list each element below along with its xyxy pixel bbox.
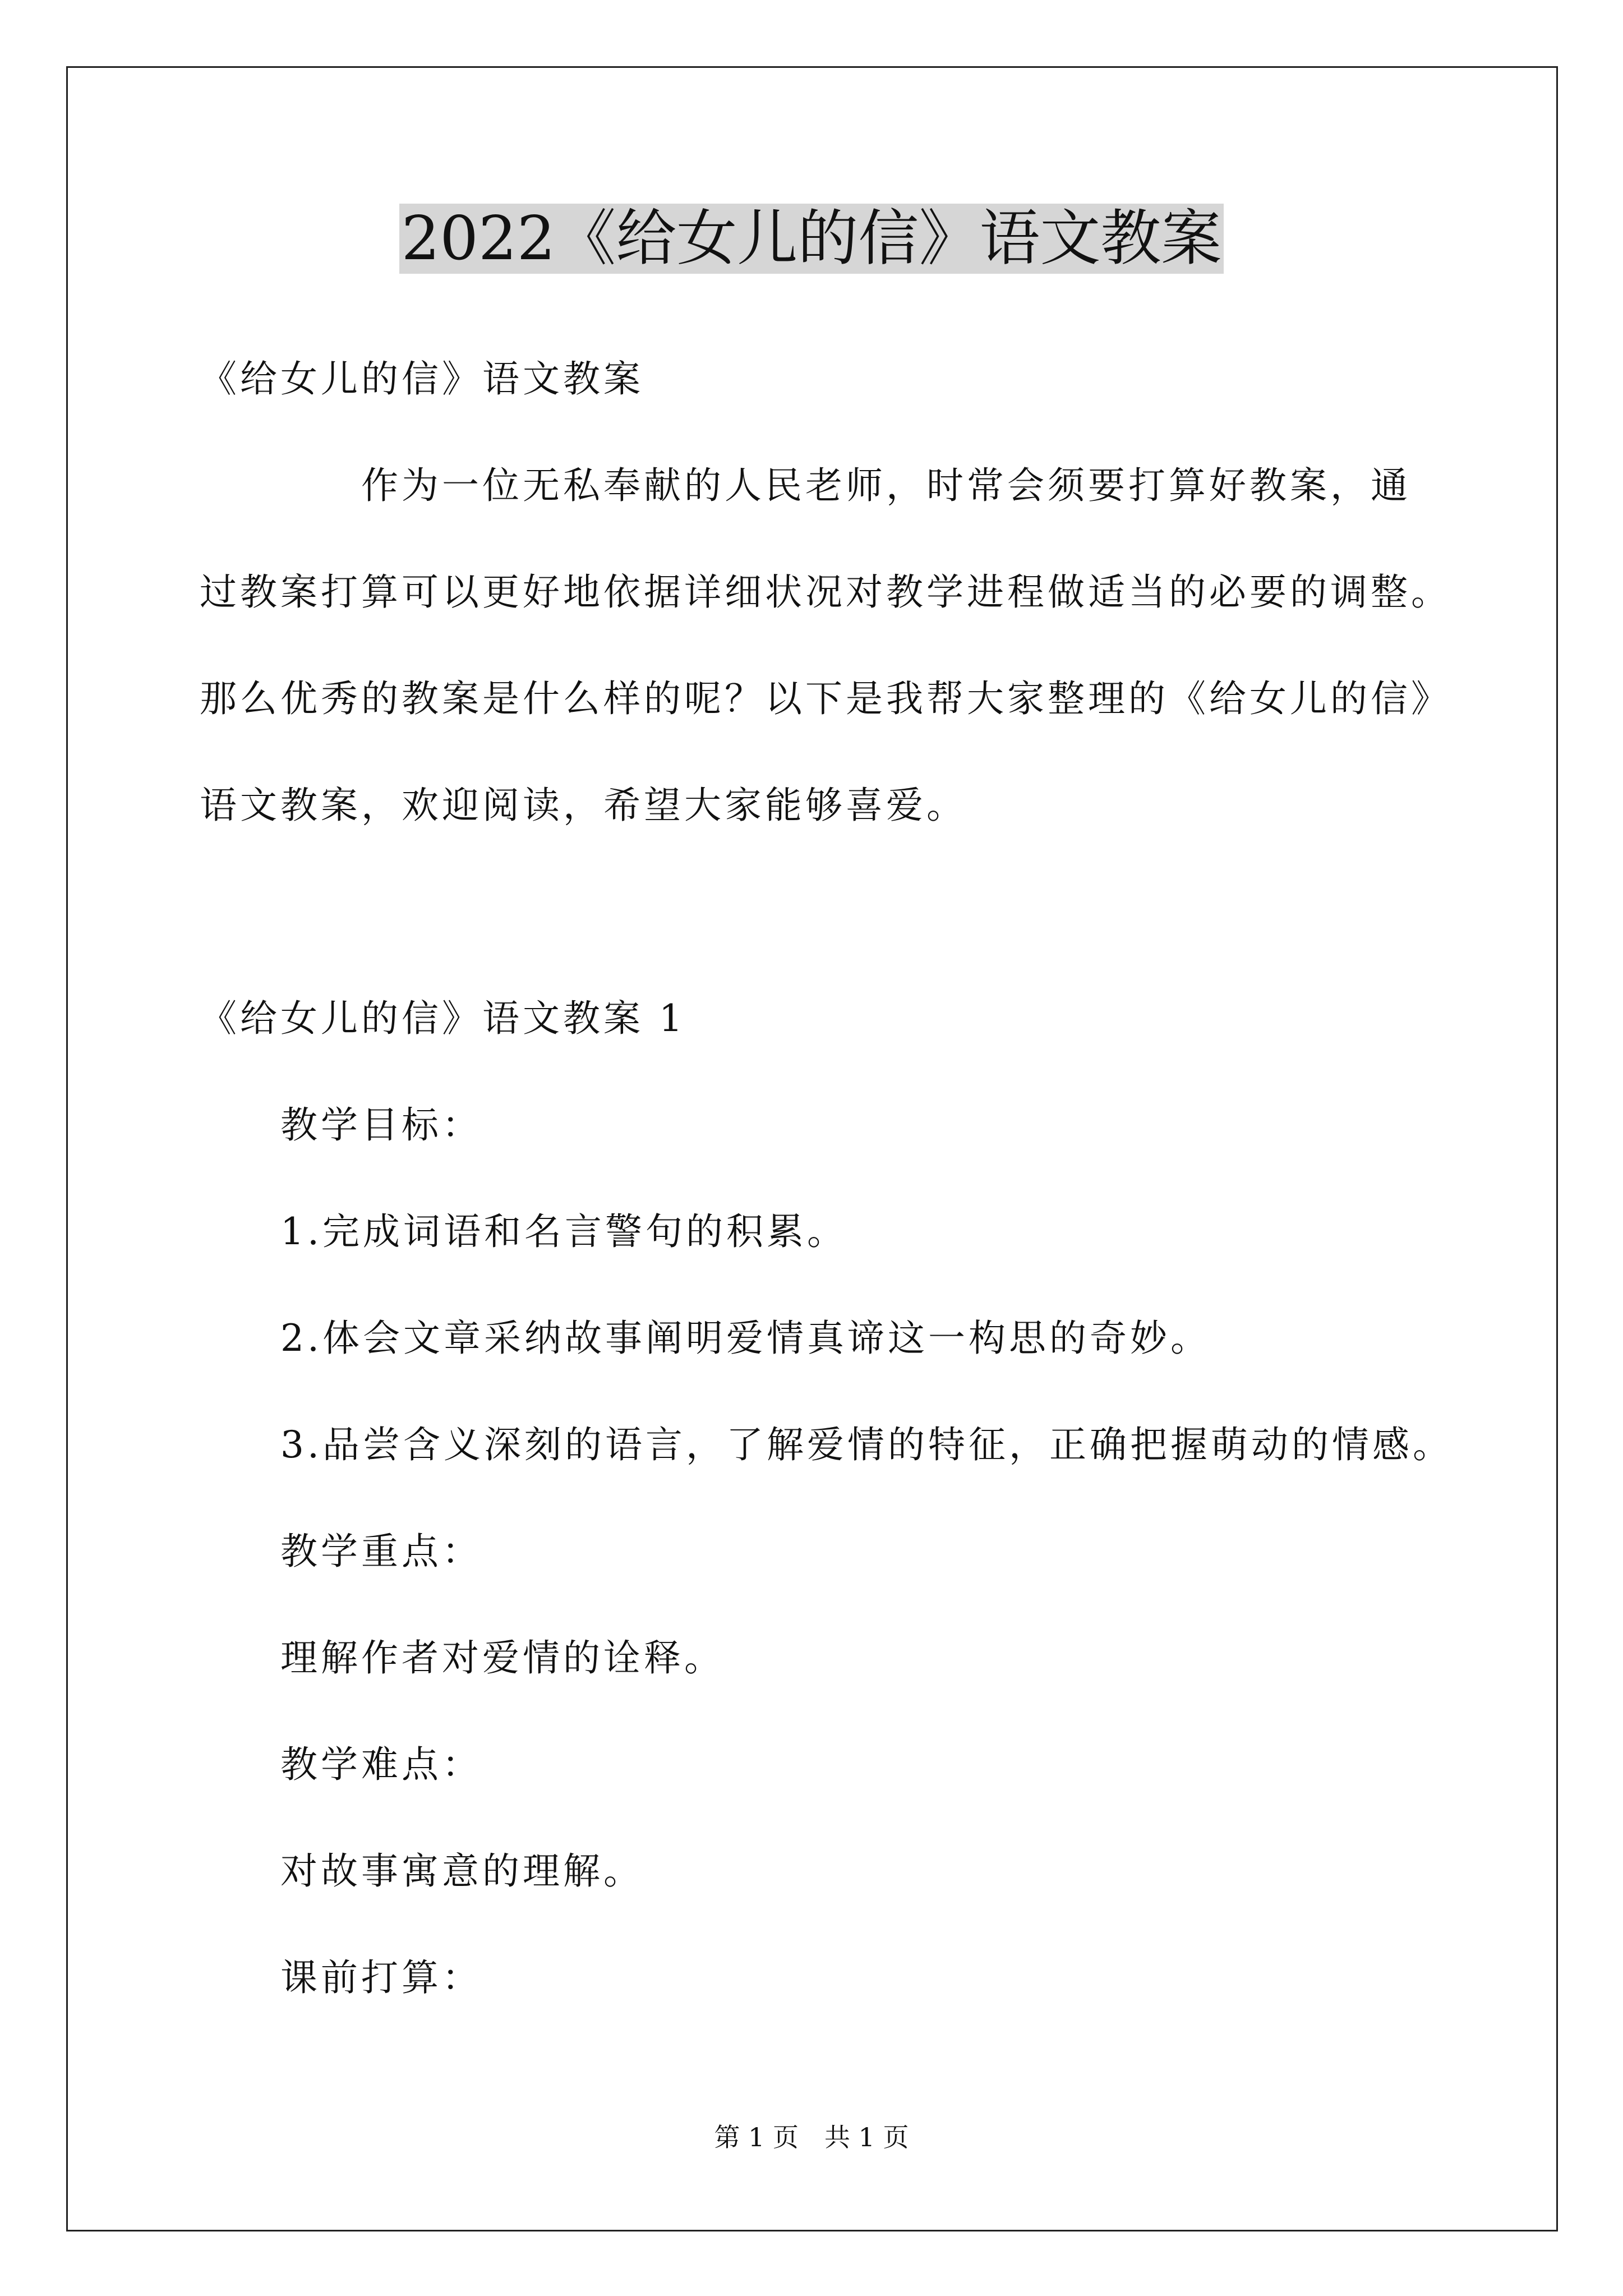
document-title-text: 2022《给女儿的信》语文教案 xyxy=(399,204,1224,274)
document-title xyxy=(0,200,1623,278)
body-line-1: 教学目标： xyxy=(280,1103,482,1147)
body-line-4: 3.品尝含义深刻的语言，了解爱情的特征，正确把握萌动的情感。 xyxy=(280,1423,1453,1466)
intro-line-4: 语文教案，欢迎阅读，希望大家能够喜爱。 xyxy=(200,784,967,827)
body-line-7: 教学难点： xyxy=(280,1743,482,1786)
section-heading: 《给女儿的信》语文教案 1 xyxy=(200,997,686,1040)
body-line-2: 1.完成词语和名言警句的积累。 xyxy=(280,1210,847,1253)
body-line-9: 课前打算： xyxy=(280,1956,482,1999)
page-footer: 第 1 页 共 1 页 xyxy=(714,2122,909,2152)
intro-line-3: 那么优秀的教案是什么样的呢？以下是我帮大家整理的《给女儿的信》 xyxy=(200,677,1451,720)
body-line-8: 对故事寓意的理解。 xyxy=(280,1849,644,1893)
intro-line-1: 作为一位无私奉献的人民老师，时常会须要打算好教案，通 xyxy=(361,464,1411,507)
intro-line-2: 过教案打算可以更好地依据详细状况对教学进程做适当的必要的调整。 xyxy=(200,570,1451,614)
body-line-6: 理解作者对爱情的诠释。 xyxy=(280,1636,725,1680)
body-line-5: 教学重点： xyxy=(280,1530,482,1573)
document-subtitle: 《给女儿的信》语文教案 xyxy=(200,357,644,401)
body-line-3: 2.体会文章采纳故事阐明爱情真谛这一构思的奇妙。 xyxy=(280,1317,1211,1360)
